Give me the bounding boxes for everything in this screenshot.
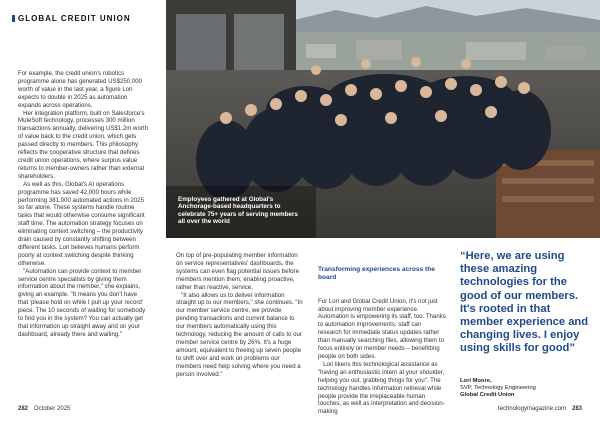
body-column-3-text: For Lori and Global Credit Union, it's not just about improving member experience. Automation is empowering its staff, too. Thanks to automation improvements, staff can research for immediate status updates rather than manually searching files, allowing them to focus entirely on member needs – benefitting people on both sides. Lori likens this technological assistance as "having an enthusiastic intern at your shoulder, helping you out, grabbing things for you". The technology handles information retrieval while people provide the irreplaceable human touches, as well as interpretation and decision-making — [318, 297, 446, 416]
quote-author-role: SVP, Technology Engineering — [460, 385, 536, 391]
left-page-number: 282 — [18, 406, 29, 412]
right-page-number: 283 — [571, 406, 582, 412]
header-accent-bar — [12, 15, 15, 22]
footer-right — [470, 406, 582, 412]
section-subheading: Transforming experiences across the board — [318, 265, 437, 281]
quote-author-org: Global Credit Union — [460, 392, 515, 398]
quote-attribution — [460, 378, 590, 399]
site-url[interactable]: technologymagazine.com — [497, 406, 566, 412]
quote-author-name: Lori Moore, — [460, 378, 492, 384]
footer-left — [18, 406, 70, 412]
page-title: GLOBAL CREDIT UNION — [18, 14, 131, 23]
photo-caption: Employees gathered at Global's Anchorage-based headquarters to celebrate 75+ years of serving members all over the world — [178, 196, 300, 226]
body-column-2: On top of pre-populating member information on service representatives' dashboards, the systems can even flag potential issues before members mention them, enabling proactive, rather than reactive, service. "It also allows us to deliver information straight up to our members," she continues. "In our member service centre, we provide pending transactions and current balance to our members automatically using this technology, reducing the amount of calls to our member service centre by 26%. It's a huge amount, equivalent to freeing up seven people to shift over and work on problems our members need help solving where you need a person involved." — [176, 252, 303, 378]
pull-quote: “Here, we are using these amazing technologies for the good of our members. It's rooted in that member experience and changing lives. I enjoy using skills for good” — [460, 250, 592, 355]
body-column-1: For example, the credit union's robotics programme alone has generated US$250,000 worth of value in the last year, a figure Lori expects to double in 2025 as automation expands across operations. Her integration platform, built on Salesforce's MuleSoft technology, processes 300 million transactions annually, delivering US$1.2m worth of value back to the credit union, which gets passed directly to members. This philosophy reflects the cooperative structure that defines credit union operations, where surplus value returns to member-owners rather than external shareholders. As well as this, Global's AI operations programme has saved 42,000 hours while performing 381,000 automated actions in 2025 so far alone. These systems handle routine tasks that would otherwise consume significant staff time. The automation strategy focuses on eliminating context switching – the productivity drain caused by constantly shifting between different tasks. Lori believes humans perform poorly at context switching despite thinking otherwise. "Automation can provide context to member service centre specialists by giving them information about the member," she explains, giving an example. "It means you don't have that 'please hold on while I pull up your record' piece. The 10 seconds of waiting for somebody to find you in the system? You can actually get that information up straight away and on your dashboard, already there and waiting." — [18, 70, 148, 338]
body-column-3 — [318, 250, 446, 424]
issue-date: October 2025 — [34, 406, 71, 412]
